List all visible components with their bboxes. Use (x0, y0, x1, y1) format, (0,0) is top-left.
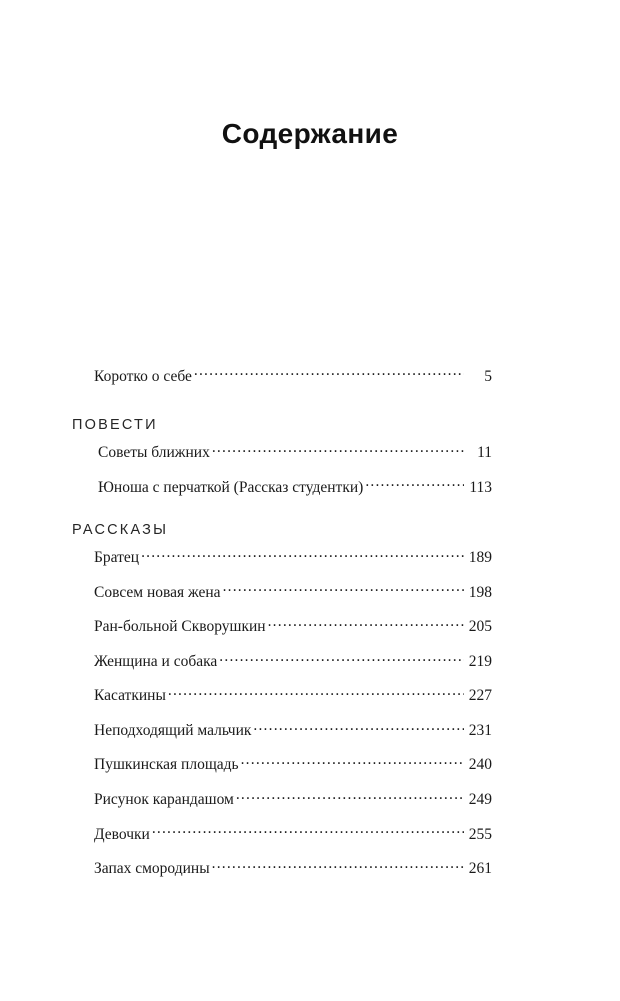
toc-entry-label: Запах смородины (94, 860, 210, 878)
toc-entry[interactable] (72, 547, 492, 567)
toc-entry-page: 261 (468, 860, 492, 878)
toc-entry-page: 219 (468, 652, 492, 670)
dot-leader (241, 754, 464, 770)
toc-entry[interactable] (72, 823, 492, 843)
toc-entry-page: 113 (469, 478, 492, 496)
section-heading-rasskazy: РАССКАЗЫ (72, 521, 169, 538)
toc-entry-label: Женщина и собака (94, 652, 218, 670)
section-entries-rasskazy (72, 547, 492, 877)
toc-entry[interactable] (72, 685, 492, 705)
toc-body (72, 365, 492, 892)
toc-entry-page: 227 (468, 687, 492, 705)
dot-leader (236, 788, 464, 804)
toc-entry-label: Рисунок карандашом (94, 790, 234, 808)
toc-entry-label: Девочки (94, 825, 150, 843)
dot-leader (212, 858, 464, 874)
toc-entry[interactable] (72, 476, 492, 496)
page-title: Содержание (221, 118, 399, 149)
toc-entry[interactable] (72, 616, 492, 636)
toc-entry-label: Совсем новая жена (94, 583, 221, 601)
dot-leader (141, 547, 464, 563)
dot-leader (152, 823, 464, 839)
toc-entry-label: Пушкинская площадь (94, 756, 239, 774)
dot-leader (212, 442, 464, 458)
toc-entry-page: 11 (477, 444, 492, 462)
toc-entry-page: 240 (468, 756, 492, 774)
dot-leader (268, 616, 464, 632)
dot-leader (194, 365, 464, 381)
dot-leader (219, 650, 464, 666)
toc-entry-label: Коротко о себе (94, 367, 192, 385)
toc-entry[interactable] (72, 650, 492, 670)
toc-entry-label: Касаткины (94, 687, 166, 705)
section-heading-povesti: ПОВЕСТИ (72, 416, 158, 433)
dot-leader (365, 476, 464, 492)
toc-entry-page: 5 (484, 367, 492, 385)
toc-entry-page: 198 (468, 583, 492, 601)
front-matter-entries (72, 365, 492, 385)
section-entries-povesti (72, 442, 492, 496)
toc-entry-page: 249 (468, 790, 492, 808)
toc-entry-page: 189 (468, 549, 492, 567)
toc-entry[interactable] (72, 442, 492, 462)
toc-entry-label: Ран-больной Скворушкин (94, 618, 266, 636)
toc-entry-page: 205 (468, 618, 492, 636)
toc-entry-page: 255 (468, 825, 492, 843)
toc-entry[interactable] (72, 365, 492, 385)
dot-leader (253, 719, 464, 735)
toc-entry[interactable] (72, 858, 492, 878)
toc-entry-label: Юноша с перчаткой (Рассказ студентки) (98, 478, 364, 496)
toc-entry-label: Братец (94, 549, 140, 567)
toc-entry[interactable] (72, 719, 492, 739)
toc-entry-page: 231 (468, 721, 492, 739)
dot-leader (168, 685, 464, 701)
toc-entry[interactable] (72, 754, 492, 774)
dot-leader (223, 581, 464, 597)
toc-entry[interactable] (72, 788, 492, 808)
toc-entry-label: Советы ближних (98, 444, 210, 462)
toc-entry[interactable] (72, 581, 492, 601)
toc-entry-label: Неподходящий мальчик (94, 721, 252, 739)
